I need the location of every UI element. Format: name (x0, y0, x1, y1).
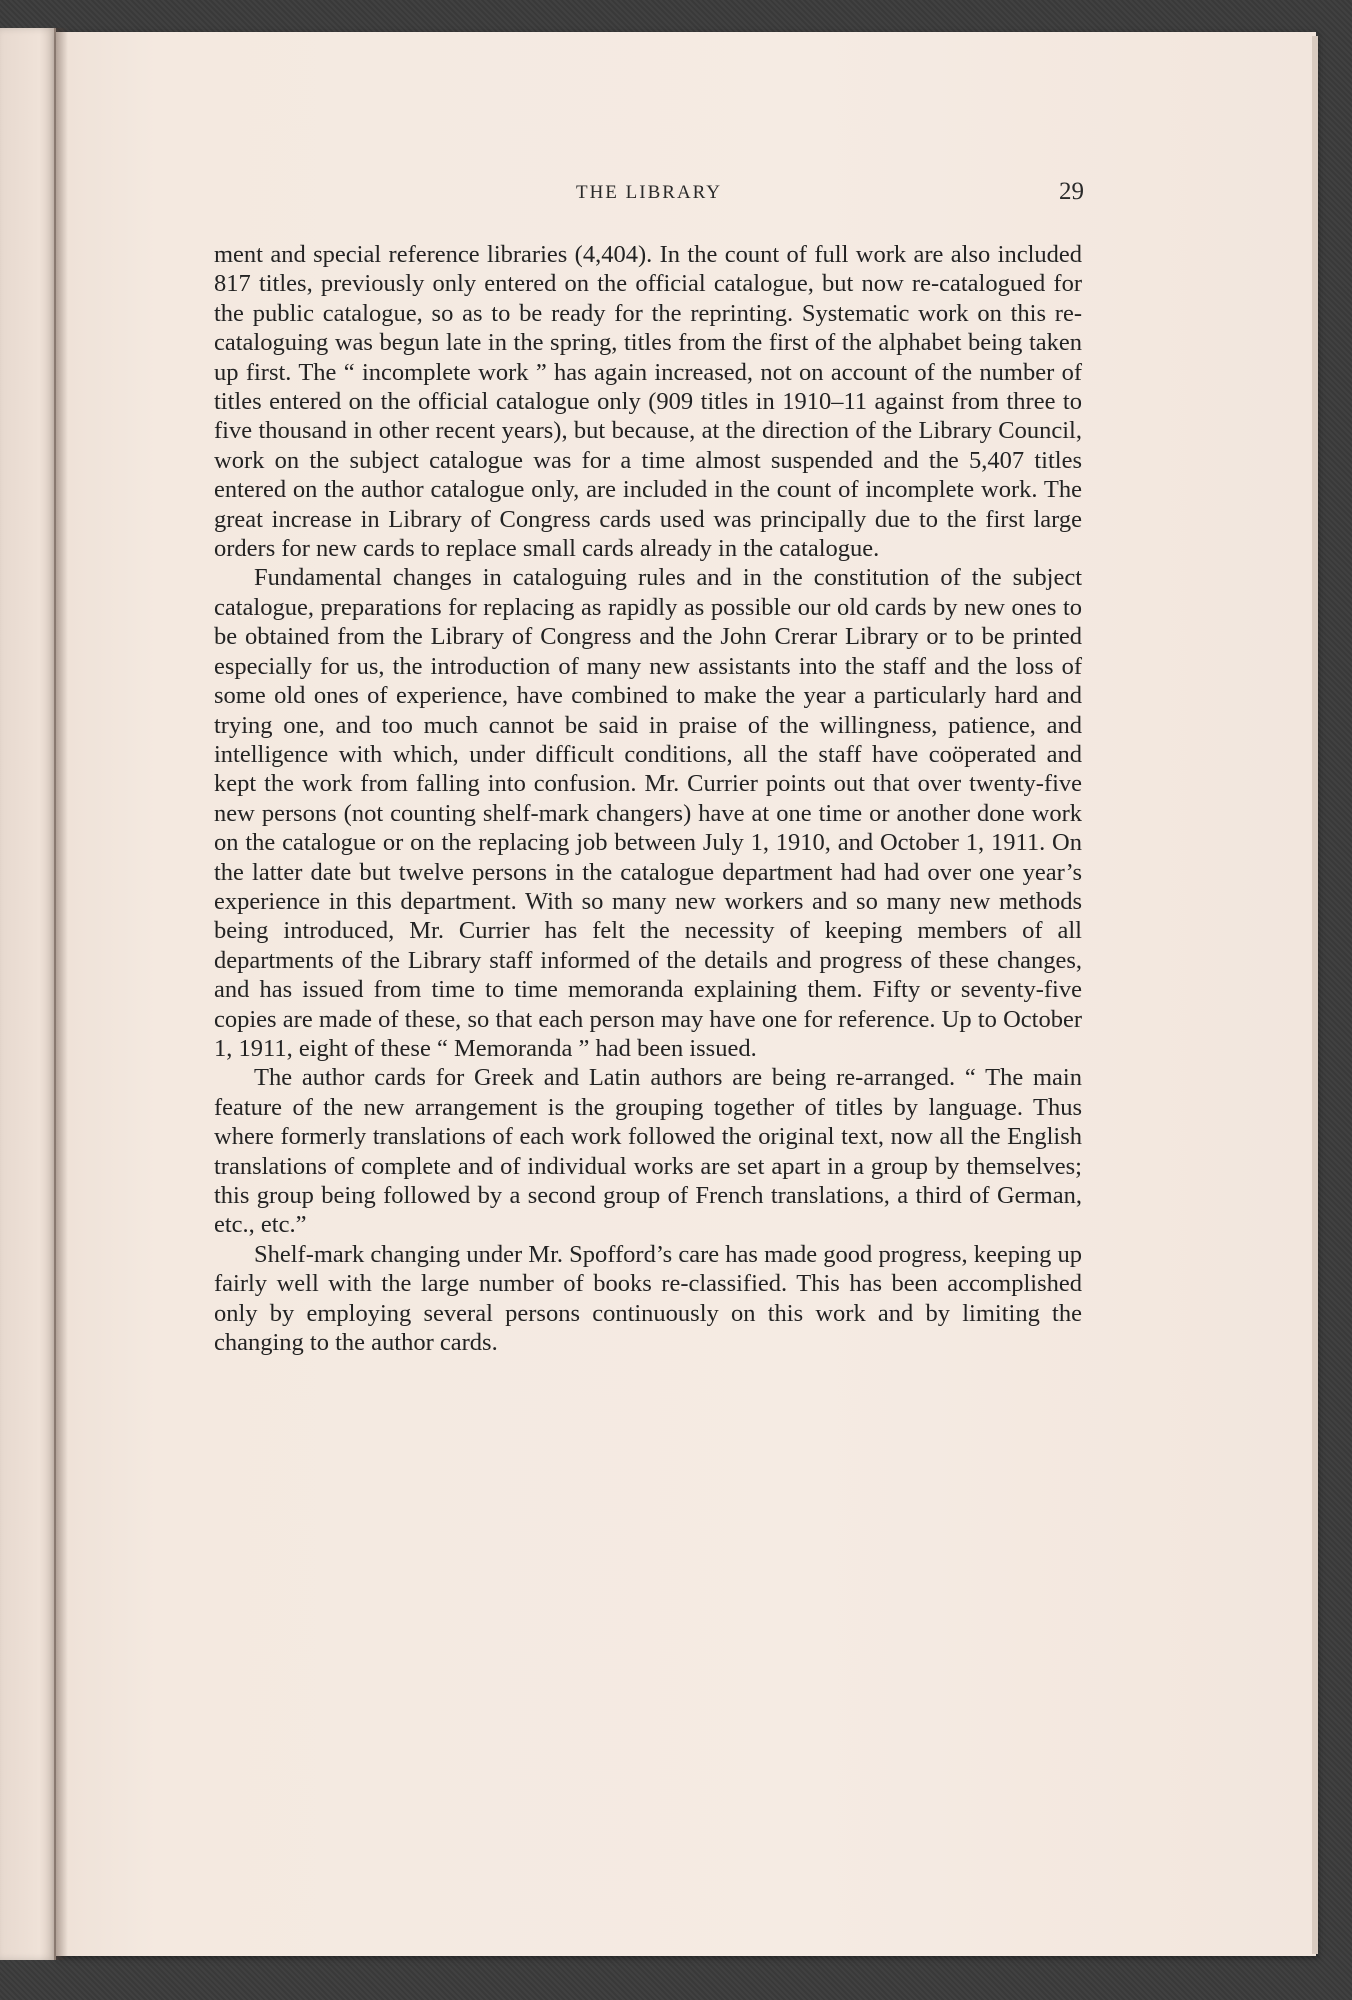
paragraph-4: Shelf-mark changing under Mr. Spofford’s care has made good progress, keeping up fairly well with the large number of books re-classified. This has been accomplished only by employing several persons continuously on this work and by limiting the changing to the author cards. (214, 1240, 1082, 1357)
page-number: 29 (1059, 178, 1084, 205)
page-right-edge (1312, 36, 1318, 1954)
paragraph-3: The author cards for Greek and Latin authors are being re-arranged. “ The main feature of the new arrangement is the grouping together of titles by language. Thus where formerly translations of each work followed the original text, now all the English translations of complete and of individual works are set apart in a group by themselves; this group being followed by a second group of French translations, a third of German, etc., etc.” (214, 1064, 1082, 1239)
running-title: THE LIBRARY (575, 182, 723, 203)
left-page-edge (0, 28, 56, 1960)
page-header (214, 178, 1084, 214)
gutter-shadow (54, 28, 68, 1960)
paragraph-2: Fundamental changes in cataloguing rules and in the constitution of the subject catalogue, preparations for replacing as rapidly as possible our old cards by new ones to be obtained from the Library of Congress and the John Crerar Library or to be printed especially for us, the introduction of many new assistants into the staff and the loss of some old ones of experience, have combined to make the year a particularly hard and trying one, and too much cannot be said in praise of the willingness, patience, and intelligence with which, under difficult conditions, all the staff have coöperated and kept the work from falling into confusion. Mr. Currier points out that over twenty-five new persons (not counting shelf-mark changers) have at one time or another done work on the catalogue or on the replacing job between July 1, 1910, and October 1, 1911. On the latter date but twelve persons in the catalogue department had had over one year’s experience in this department. With so many new workers and so many new methods being introduced, Mr. Currier has felt the necessity of keeping members of all departments of the Library staff informed of the details and progress of these changes, and has issued from time to time memoranda explaining them. Fifty or seventy-five copies are made of these, so that each person may have one for reference. Up to October 1, 1911, eight of these “ Memoranda ” had been issued. (214, 564, 1082, 1062)
body-text (214, 240, 1082, 1357)
paragraph-1: ment and special reference libraries (4,404). In the count of full work are also included 817 titles, previously only entered on the official catalogue, but now re-catalogued for the public catalogue, so as to be ready for the reprinting. Systematic work on this re-cataloguing was begun late in the spring, titles from the first of the alphabet being taken up first. The “ incomplete work ” has again increased, not on account of the number of titles entered on the official catalogue only (909 titles in 1910–11 against from three to five thousand in other recent years), but because, at the direction of the Library Council, work on the subject catalogue was for a time almost suspended and the 5,407 titles entered on the author catalogue only, are included in the count of incomplete work. The great increase in Library of Congress cards used was principally due to the first large orders for new cards to replace small cards already in the catalogue. (214, 241, 1082, 563)
